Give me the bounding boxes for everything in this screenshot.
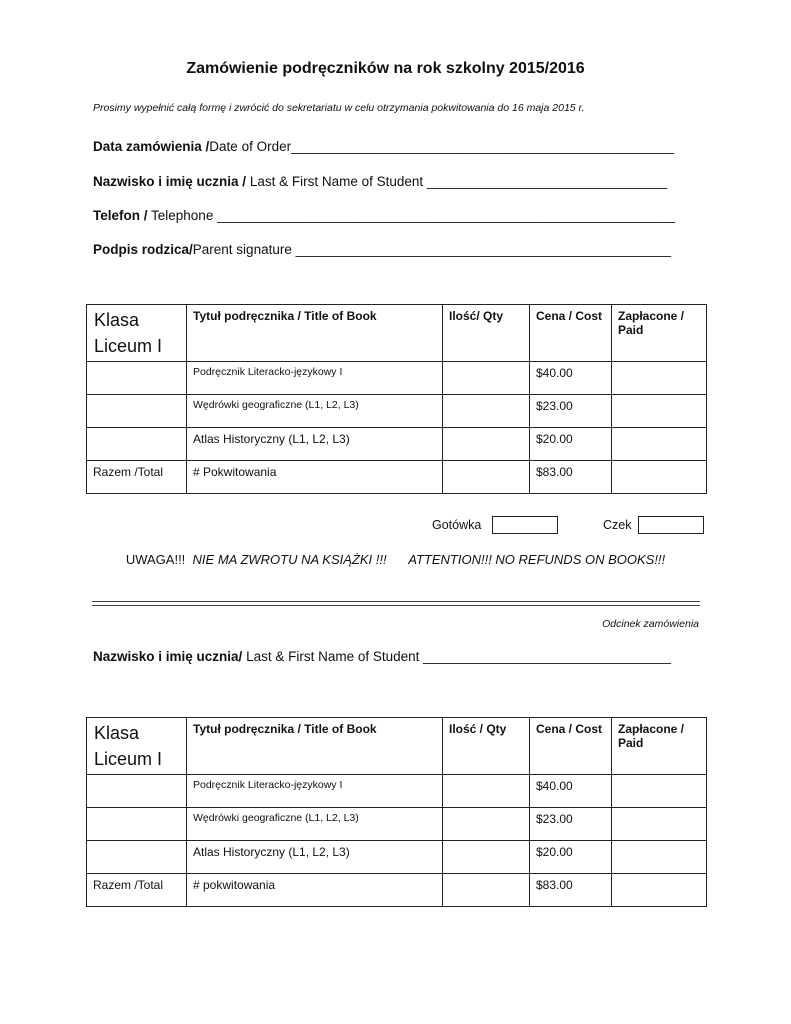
order-date-field[interactable] (93, 139, 674, 154)
col-cost-header: Cena / Cost (530, 305, 612, 362)
total-row (87, 874, 707, 907)
stub-student-name-field[interactable] (93, 649, 671, 664)
paid-cell[interactable] (612, 808, 707, 841)
qty-cell[interactable] (443, 841, 530, 874)
telephone-label-pl: Telefon / (93, 208, 148, 223)
row-label-cell (87, 841, 187, 874)
book-title: Podręcznik Literacko-językowy I (187, 775, 443, 808)
qty-cell[interactable] (443, 874, 530, 907)
row-label-cell (87, 775, 187, 808)
telephone-field[interactable] (93, 208, 675, 223)
stub-name-line[interactable]: _________________________________ (423, 649, 671, 664)
col-title-header: Tytuł podręcznika / Title of Book (187, 305, 443, 362)
qty-cell[interactable] (443, 395, 530, 428)
col-cost-header: Cena / Cost (530, 718, 612, 775)
qty-cell[interactable] (443, 775, 530, 808)
qty-cell[interactable] (443, 428, 530, 461)
order-table-1 (86, 304, 707, 494)
total-label: Razem /Total (87, 461, 187, 494)
table-row (87, 395, 707, 428)
cash-checkbox[interactable] (492, 516, 558, 534)
col-title-header: Tytuł podręcznika / Title of Book (187, 718, 443, 775)
paid-cell[interactable] (612, 362, 707, 395)
book-title: Atlas Historyczny (L1, L2, L3) (187, 428, 443, 461)
cost-cell: $23.00 (530, 808, 612, 841)
stub-name-label-pl: Nazwisko i imię ucznia/ (93, 649, 243, 664)
row-label-cell (87, 808, 187, 841)
paid-cell[interactable] (612, 841, 707, 874)
qty-cell[interactable] (443, 461, 530, 494)
telephone-line[interactable]: _____________________________________________________________ (217, 208, 676, 223)
class-label: Klasa Liceum I (87, 305, 187, 362)
paid-cell[interactable] (612, 395, 707, 428)
table-row (87, 362, 707, 395)
order-date-line[interactable]: ___________________________________________________ (291, 139, 675, 154)
cost-cell: $40.00 (530, 362, 612, 395)
paid-cell[interactable] (612, 461, 707, 494)
parent-signature-label-pl: Podpis rodzica/ (93, 242, 193, 257)
paid-cell[interactable] (612, 775, 707, 808)
check-label: Czek (603, 518, 632, 532)
row-label-cell (87, 362, 187, 395)
check-checkbox[interactable] (638, 516, 704, 534)
cost-cell: $23.00 (530, 395, 612, 428)
parent-signature-field[interactable] (93, 242, 671, 257)
warning-pl: NIE MA ZWROTU NA KSIĄŻKI !!! (192, 552, 387, 567)
book-title: Podręcznik Literacko-językowy I (187, 362, 443, 395)
cost-cell: $20.00 (530, 841, 612, 874)
receipt-number-label: # pokwitowania (187, 874, 443, 907)
table-row (87, 428, 707, 461)
row-label-cell (87, 395, 187, 428)
class-label: Klasa Liceum I (87, 718, 187, 775)
no-refund-warning (0, 552, 791, 567)
total-cost: $83.00 (530, 874, 612, 907)
instructions-note: Prosimy wypełnić całą formę i zwrócić do sekretariatu w celu otrzymania pokwitowania do 16 maja 2015 r. (93, 102, 585, 114)
stub-label: Odcinek zamówienia (602, 618, 699, 630)
warning-uwaga: UWAGA!!! (125, 552, 186, 567)
student-name-line[interactable]: ________________________________ (426, 174, 668, 189)
total-row (87, 461, 707, 494)
table-row (87, 808, 707, 841)
book-title: Wędrówki geograficzne (L1, L2, L3) (187, 395, 443, 428)
book-title: Wędrówki geograficzne (L1, L2, L3) (187, 808, 443, 841)
qty-cell[interactable] (443, 808, 530, 841)
order-table-2 (86, 717, 707, 907)
cash-label: Gotówka (432, 518, 482, 532)
table-row (87, 841, 707, 874)
parent-signature-label-en: Parent signature (192, 242, 296, 257)
student-name-label-en: Last & First Name of Student (246, 174, 427, 189)
student-name-label-pl: Nazwisko i imię ucznia / (93, 174, 247, 189)
total-label: Razem /Total (87, 874, 187, 907)
cut-line-divider (92, 601, 700, 606)
student-name-field[interactable] (93, 174, 667, 189)
row-label-cell (87, 428, 187, 461)
form-title: Zamówienie podręczników na rok szkolny 2015/2016 (186, 60, 585, 77)
col-qty-header: Ilość/ Qty (443, 305, 530, 362)
order-date-label-en: Date of Order (209, 139, 292, 154)
parent-signature-line[interactable]: __________________________________________________ (295, 242, 671, 257)
paid-cell[interactable] (612, 428, 707, 461)
col-paid-header: Zapłacone / Paid (612, 718, 707, 775)
col-qty-header: Ilość / Qty (443, 718, 530, 775)
receipt-number-label: # Pokwitowania (187, 461, 443, 494)
warning-en: ATTENTION!!! NO REFUNDS ON BOOKS!!! (408, 552, 666, 567)
table-row (87, 775, 707, 808)
telephone-label-en: Telephone (147, 208, 218, 223)
total-cost: $83.00 (530, 461, 612, 494)
book-title: Atlas Historyczny (L1, L2, L3) (187, 841, 443, 874)
cost-cell: $20.00 (530, 428, 612, 461)
stub-name-label-en: Last & First Name of Student (242, 649, 424, 664)
qty-cell[interactable] (443, 362, 530, 395)
col-paid-header: Zapłacone / Paid (612, 305, 707, 362)
paid-cell[interactable] (612, 874, 707, 907)
order-date-label-pl: Data zamówienia / (93, 139, 210, 154)
cost-cell: $40.00 (530, 775, 612, 808)
